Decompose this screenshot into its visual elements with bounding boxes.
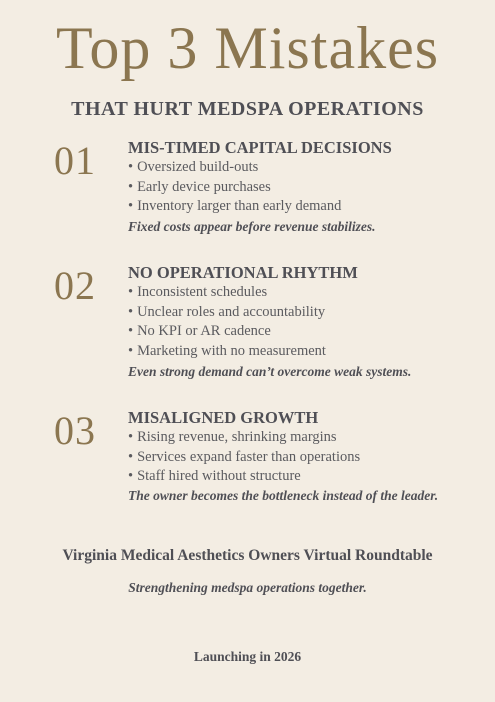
mistake-number: 02 [54,263,96,308]
bullet-item: • Early device purchases [128,178,341,198]
mistake-heading: MISALIGNED GROWTH [128,408,319,427]
mistake-number: 01 [54,138,96,183]
mistake-takeaway: The owner becomes the bottleneck instead of the leader. [128,488,439,503]
organization-name: Virginia Medical Aesthetics Owners Virtual Roundtable [62,547,433,564]
mistake-bullet-list [128,283,326,361]
launch-date: Launching in 2026 [193,649,302,664]
bullet-item: • Oversized build-outs [128,158,341,178]
mistake-bullet-list [128,428,360,487]
tagline: Strengthening medspa operations together. [128,580,367,595]
mistake-heading: MIS-TIMED CAPITAL DECISIONS [128,138,392,157]
page-title: Top 3 Mistakes [55,15,440,81]
bullet-item: • Inconsistent schedules [128,283,326,303]
mistake-bullet-list [128,158,341,217]
bullet-item: • Services expand faster than operations [128,448,360,468]
bullet-item: • Unclear roles and accountability [128,303,326,323]
bullet-item: • No KPI or AR cadence [128,322,326,342]
mistake-heading: NO OPERATIONAL RHYTHM [128,263,358,282]
bullet-item: • Marketing with no measurement [128,342,326,362]
mistake-number: 03 [54,408,96,453]
mistake-takeaway: Even strong demand can’t overcome weak systems. [128,364,412,379]
bullet-item: • Staff hired without structure [128,467,360,487]
bullet-item: • Rising revenue, shrinking margins [128,428,360,448]
mistake-takeaway: Fixed costs appear before revenue stabilizes. [128,219,376,234]
bullet-item: • Inventory larger than early demand [128,197,341,217]
page-subtitle: THAT HURT MEDSPA OPERATIONS [71,98,424,120]
